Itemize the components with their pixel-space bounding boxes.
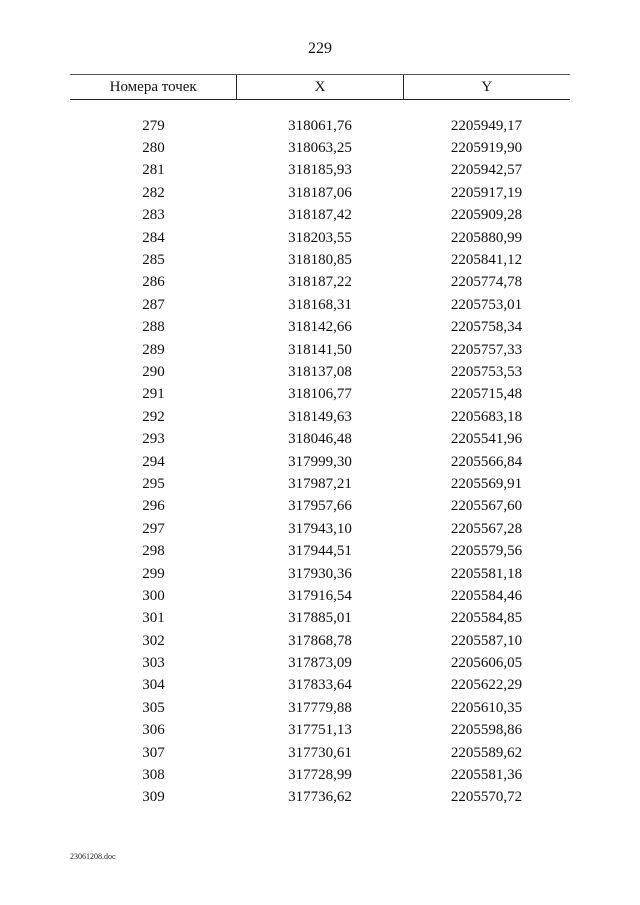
table-row	[70, 182, 570, 204]
y-coordinate-cell: 2205587,10	[450, 632, 523, 649]
x-coordinate-cell: 318106,77	[288, 386, 352, 403]
x-coordinate-cell: 318141,50	[288, 341, 352, 358]
y-coordinate-cell: 2205567,28	[450, 520, 523, 537]
point-number-cell: 298	[142, 543, 165, 560]
point-number-cell: 299	[142, 565, 165, 582]
table-row	[70, 787, 570, 809]
x-coordinate-cell: 317868,78	[288, 632, 352, 649]
table-row	[70, 540, 570, 562]
y-coordinate-cell: 2205569,91	[450, 475, 523, 492]
x-coordinate-cell: 318187,42	[288, 207, 352, 224]
table-row	[70, 384, 570, 406]
y-coordinate-cell: 2205909,28	[450, 207, 523, 224]
table-row	[70, 227, 570, 249]
y-coordinate-cell: 2205606,05	[450, 655, 523, 672]
table-row	[70, 652, 570, 674]
point-number-cell: 306	[142, 722, 165, 739]
y-coordinate-cell: 2205584,85	[450, 610, 523, 627]
point-number-cell: 302	[142, 632, 165, 649]
point-number-cell: 288	[142, 319, 165, 336]
point-number-cell: 305	[142, 699, 165, 716]
point-number-cell: 297	[142, 520, 165, 537]
file-name-footer: 23061208.doc	[70, 852, 116, 861]
x-coordinate-cell: 317885,01	[288, 610, 352, 627]
x-coordinate-cell: 317751,13	[288, 722, 352, 739]
table-row	[70, 205, 570, 227]
x-coordinate-cell: 317957,66	[288, 498, 352, 515]
table-row	[70, 742, 570, 764]
table-row	[70, 697, 570, 719]
table-row	[70, 115, 570, 137]
point-number-cell: 280	[142, 140, 165, 157]
table-row	[70, 720, 570, 742]
point-number-cell: 279	[142, 117, 165, 134]
x-coordinate-cell: 318142,66	[288, 319, 352, 336]
y-coordinate-cell: 2205758,34	[450, 319, 523, 336]
y-coordinate-cell: 2205757,33	[450, 341, 523, 358]
point-number-cell: 296	[142, 498, 165, 515]
table-row	[70, 294, 570, 316]
table-row	[70, 249, 570, 271]
y-coordinate-cell: 2205753,01	[450, 296, 523, 313]
x-coordinate-cell: 317916,54	[288, 587, 352, 604]
point-number-cell: 292	[142, 408, 165, 425]
x-coordinate-cell: 318061,76	[288, 117, 352, 134]
table-row	[70, 496, 570, 518]
point-number-cell: 287	[142, 296, 165, 313]
y-coordinate-cell: 2205774,78	[450, 274, 523, 291]
x-coordinate-cell: 318180,85	[288, 252, 352, 269]
x-coordinate-cell: 318063,25	[288, 140, 352, 157]
point-number-cell: 291	[142, 386, 165, 403]
page-number: 229	[308, 40, 332, 57]
table-row	[70, 630, 570, 652]
point-number-cell: 281	[142, 162, 165, 179]
y-coordinate-cell: 2205566,84	[450, 453, 523, 470]
table-header	[70, 74, 570, 100]
y-coordinate-cell: 2205949,17	[450, 117, 523, 134]
y-coordinate-cell: 2205683,18	[450, 408, 523, 425]
y-coordinate-cell: 2205581,18	[450, 565, 523, 582]
x-coordinate-cell: 318046,48	[288, 431, 352, 448]
x-coordinate-cell: 317728,99	[288, 767, 352, 784]
y-coordinate-cell: 2205579,56	[450, 543, 523, 560]
x-coordinate-cell: 317943,10	[288, 520, 352, 537]
point-number-cell: 300	[142, 587, 165, 604]
x-coordinate-cell: 317730,61	[288, 744, 352, 761]
point-number-cell: 303	[142, 655, 165, 672]
point-number-cell: 284	[142, 229, 165, 246]
table-row	[70, 406, 570, 428]
table-body	[70, 115, 570, 809]
point-number-cell: 293	[142, 431, 165, 448]
y-coordinate-cell: 2205598,86	[450, 722, 523, 739]
point-number-cell: 304	[142, 677, 165, 694]
header-point-numbers: Номера точек	[70, 75, 237, 99]
y-coordinate-cell: 2205880,99	[450, 229, 523, 246]
table-row	[70, 451, 570, 473]
table-row	[70, 361, 570, 383]
table-row	[70, 473, 570, 495]
y-coordinate-cell: 2205567,60	[450, 498, 523, 515]
y-coordinate-cell: 2205622,29	[450, 677, 523, 694]
table-row	[70, 317, 570, 339]
point-number-cell: 289	[142, 341, 165, 358]
header-x: X	[237, 75, 403, 99]
table-row	[70, 585, 570, 607]
x-coordinate-cell: 318137,08	[288, 363, 352, 380]
x-coordinate-cell: 317999,30	[288, 453, 352, 470]
y-coordinate-cell: 2205919,90	[450, 140, 523, 157]
table-row	[70, 675, 570, 697]
x-coordinate-cell: 317987,21	[288, 475, 352, 492]
point-number-cell: 290	[142, 363, 165, 380]
x-coordinate-cell: 318185,93	[288, 162, 352, 179]
y-coordinate-cell: 2205570,72	[450, 789, 523, 806]
table-row	[70, 339, 570, 361]
x-coordinate-cell: 318168,31	[288, 296, 352, 313]
point-number-cell: 285	[142, 252, 165, 269]
table-row	[70, 428, 570, 450]
point-number-cell: 295	[142, 475, 165, 492]
x-coordinate-cell: 317833,64	[288, 677, 352, 694]
y-coordinate-cell: 2205841,12	[450, 252, 523, 269]
point-number-cell: 282	[142, 184, 165, 201]
y-coordinate-cell: 2205715,48	[450, 386, 523, 403]
point-number-cell: 294	[142, 453, 165, 470]
point-number-cell: 301	[142, 610, 165, 627]
x-coordinate-cell: 318187,06	[288, 184, 352, 201]
point-number-cell: 283	[142, 207, 165, 224]
point-number-cell: 286	[142, 274, 165, 291]
table-row	[70, 563, 570, 585]
x-coordinate-cell: 318203,55	[288, 229, 352, 246]
table-row	[70, 272, 570, 294]
x-coordinate-cell: 318187,22	[288, 274, 352, 291]
y-coordinate-cell: 2205753,53	[450, 363, 523, 380]
y-coordinate-cell: 2205942,57	[450, 162, 523, 179]
y-coordinate-cell: 2205589,62	[450, 744, 523, 761]
x-coordinate-cell: 317873,09	[288, 655, 352, 672]
table-row	[70, 137, 570, 159]
x-coordinate-cell: 317944,51	[288, 543, 352, 560]
y-coordinate-cell: 2205581,36	[450, 767, 523, 784]
point-number-cell: 309	[142, 789, 165, 806]
table-row	[70, 608, 570, 630]
header-y: Y	[481, 78, 493, 95]
y-coordinate-cell: 2205584,46	[450, 587, 523, 604]
point-number-cell: 307	[142, 744, 165, 761]
x-coordinate-cell: 317779,88	[288, 699, 352, 716]
y-coordinate-cell: 2205541,96	[450, 431, 523, 448]
point-number-cell: 308	[142, 767, 165, 784]
x-coordinate-cell: 318149,63	[288, 408, 352, 425]
x-coordinate-cell: 317736,62	[288, 789, 352, 806]
x-coordinate-cell: 317930,36	[288, 565, 352, 582]
y-coordinate-cell: 2205917,19	[450, 184, 523, 201]
table-row	[70, 160, 570, 182]
table-row	[70, 764, 570, 786]
table-row	[70, 518, 570, 540]
y-coordinate-cell: 2205610,35	[450, 699, 523, 716]
